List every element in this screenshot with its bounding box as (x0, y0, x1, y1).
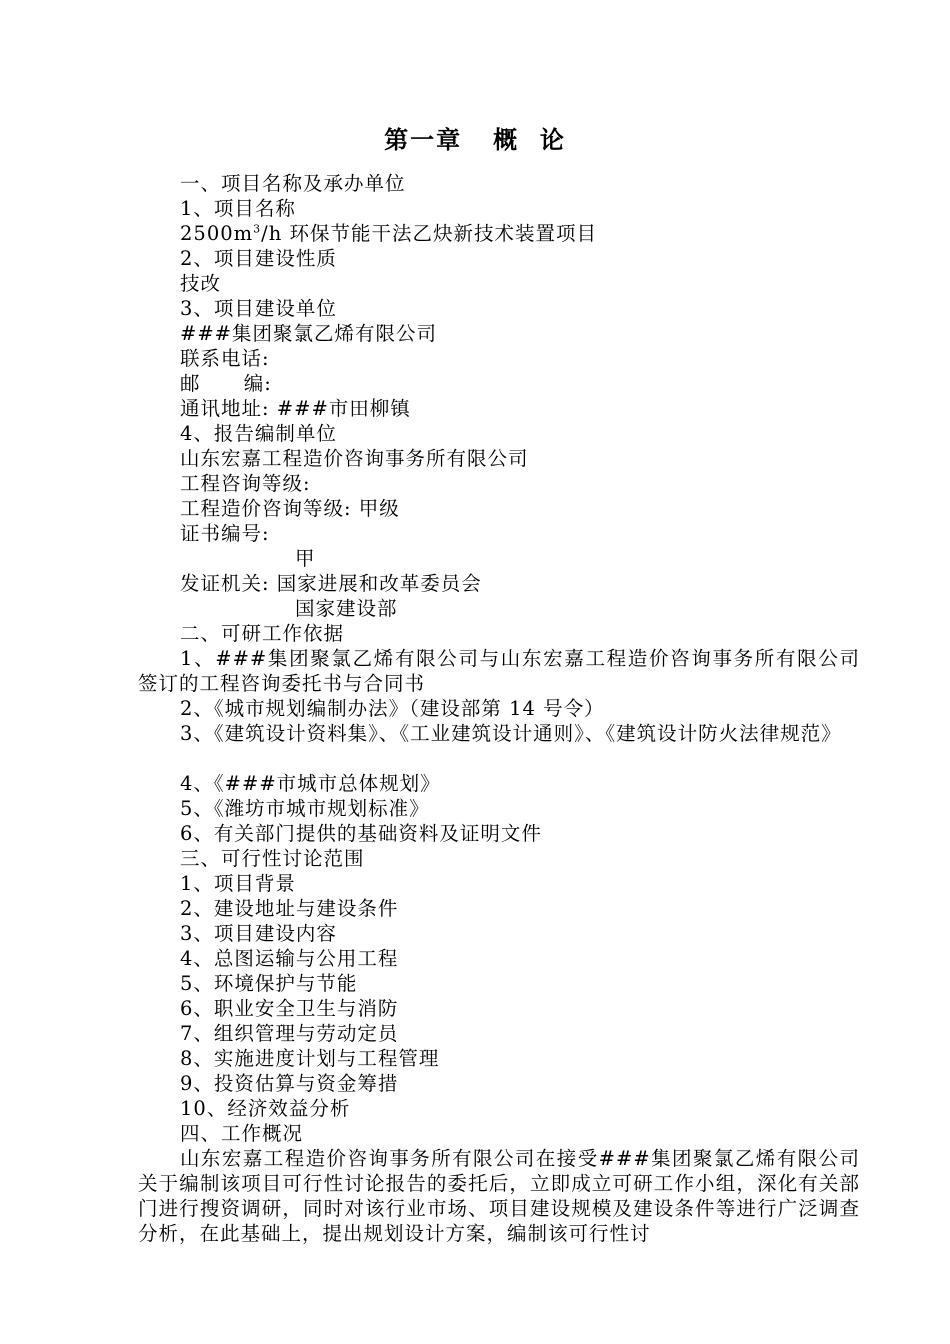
scope-item-3: 3、项目建设内容 (180, 922, 337, 945)
issuer-line: 发证机关: 国家进展和改革委员会 (180, 572, 482, 595)
basis-item-5: 5、《潍坊市城市规划标准》 (180, 797, 430, 820)
section-1-heading: 一、项目名称及承办单位 (180, 172, 406, 195)
basis-item-1: 1、###集团聚氯乙烯有限公司与山东宏嘉工程造价咨询事务所有限公司签订的工程咨询委托书与合同书 (138, 647, 860, 695)
basis-item-6: 6、有关部门提供的基础资料及证明文件 (180, 822, 542, 845)
item-preparer-label: 4、报告编制单位 (180, 422, 337, 445)
cost-grade-line: 工程造价咨询等级: 甲级 (180, 497, 400, 520)
project-name-value: $2500m^3/h$ 环保节能干法乙炔新技术装置项目 (180, 222, 597, 245)
section-3-heading: 三、可行性讨论范围 (180, 847, 365, 870)
item-nature-label: 2、项目建设性质 (180, 247, 337, 270)
basis-item-3: 3、《建筑设计资料集》、《工业建筑设计通则》、《建筑设计防火法律规范》 (180, 722, 842, 745)
nature-value: 技改 (180, 272, 222, 295)
chapter-name: 概 论 (493, 126, 566, 154)
builder-value: ###集团聚氯乙烯有限公司 (180, 322, 438, 345)
scope-item-4: 4、总图运输与公用工程 (180, 947, 399, 970)
basis-item-4: 4、《###市城市总体规划》 (180, 772, 441, 795)
postal-label: 邮 编: (180, 372, 272, 395)
section-4-heading: 四、工作概况 (180, 1122, 304, 1145)
scope-item-7: 7、组织管理与劳动定员 (180, 1022, 399, 1045)
item-project-name-label: 1、项目名称 (180, 197, 296, 220)
scope-item-2: 2、建设地址与建设条件 (180, 897, 399, 920)
overview-paragraph: 山东宏嘉工程造价咨询事务所有限公司在接受###集团聚氯乙烯有限公司关于编制该项目可行性讨论报告的委托后，立即成立可研工作小组，深化有关部门进行搜资调研，同时对该行业市场、项目建设规模及建设条件等进行广泛调查分析，在此基础上，提出规划设计方案，编制该可行性讨 (138, 1147, 860, 1245)
scope-item-10: 10、经济效益分析 (180, 1097, 351, 1120)
basis-item-2: 2、《城市规划编制办法》（建设部第 14 号令） (180, 697, 605, 720)
scope-item-6: 6、职业安全卫生与消防 (180, 997, 399, 1020)
consult-grade-line: 工程咨询等级: (180, 472, 311, 495)
cert-number-label: 证书编号: (180, 522, 270, 545)
address-line: 通讯地址: ###市田柳镇 (180, 397, 411, 420)
cert-grade-jia: 甲 (295, 547, 316, 570)
item-builder-label: 3、项目建设单位 (180, 297, 337, 320)
issuer-line-2: 国家建设部 (295, 597, 398, 620)
section-2-heading: 二、可研工作依据 (180, 622, 345, 645)
scope-item-8: 8、实施进度计划与工程管理 (180, 1047, 440, 1070)
scope-item-9: 9、投资估算与资金筹措 (180, 1072, 399, 1095)
preparer-value: 山东宏嘉工程造价咨询事务所有限公司 (180, 447, 529, 470)
scope-item-5: 5、环境保护与节能 (180, 972, 358, 995)
chapter-title (0, 120, 950, 155)
chapter-number: 第一章 (384, 126, 463, 154)
phone-label: 联系电话: (180, 347, 270, 370)
scope-item-1: 1、项目背景 (180, 872, 296, 895)
